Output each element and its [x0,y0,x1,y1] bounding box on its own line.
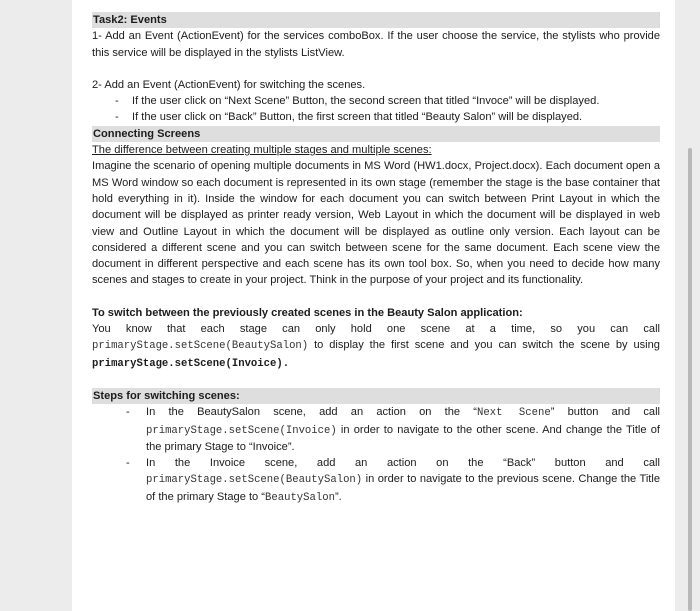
switch-text-1: You know that each stage can only hold one scene at a time, so you can call [92,323,660,336]
spacer [92,372,660,388]
step1-text-2: ” button and call [550,406,661,419]
switch-scenes-paragraph [92,321,660,372]
connecting-paragraph: Imagine the scenario of opening multiple documents in MS Word (HW1.docx, Project.docx). Each document open a MS Word window so each document is represented in its own stage (remember the stage is the base container that hold everything in it). Inside the window for each document you can switch between Print Layout in which the document will be displayed as printer ready version, Web Layout in which the document will be displayed in web view and Outline Layout in which the document will be displayed as outline only version. Each layout can be considered a different scene and you can switch between scene for the same document. Each scene view the document in different perspective and each scene has its own tool box. So, when you need to decide how many scenes and stages to create in your project. Think in the purpose of your project and its functionality. [92,160,660,287]
connecting-screens-title: Connecting Screens [92,126,660,142]
step2-text-4: ”. [334,490,342,503]
step1-text-3: in order to navigate to the other scene. And change the Title of the primary Stage to “Invoice”. [146,423,660,453]
step2-text-3: in order to navigate to the previous scene. Change the Title of the primary Stage to “ [146,473,661,503]
dash-bullet: - [115,111,119,124]
steps-list [92,404,660,506]
task2-item-1: 1- Add an Event (ActionEvent) for the services comboBox. If the user choose the service, the stylists who provide this service will be displayed in the stylists ListView. [92,30,660,59]
step2-text-2: ” button and call [531,457,660,470]
code-next-scene: Next Scene [477,407,551,420]
document-page [72,0,675,611]
dash-bullet: - [126,406,130,419]
bullet-text: If the user click on “Next Scene” Button, the second screen that titled “Invoce” will be displayed. [132,95,600,108]
code-beautysalon: BeautySalon [265,491,335,504]
step1-text-1: In the BeautySalon scene, add an action on the “ [146,406,477,419]
step2-code-back: Back [506,457,532,470]
code-set-scene-invoice: primaryStage.setScene(Invoice) [146,424,337,437]
vertical-scrollbar[interactable] [688,148,692,611]
dash-bullet: - [126,457,130,470]
switch-text-2: to display the first scene and you can switch the scene by using [314,339,660,352]
task2-title: Task2: Events [92,12,660,28]
step2-text-1: In the Invoice scene, add an action on the “ [146,457,507,470]
code-set-scene-beautysalon: primaryStage.setScene(BeautySalon) [146,474,363,487]
task2-item-2: 2- Add an Event (ActionEvent) for switching the scenes. [92,78,366,91]
dash-bullet: - [115,95,119,108]
bullet-text: If the user click on “Back” Button, the first screen that titled “Beauty Salon” will be displayed. [132,111,583,124]
spacer [92,61,660,77]
document-content [92,12,660,506]
connecting-subtitle: The difference between creating multiple stages and multiple scenes: [92,144,432,157]
code-set-scene-invoice: primaryStage.setScene(Invoice). [92,357,290,370]
list-item [92,93,660,109]
code-set-scene-beautysalon: primaryStage.setScene(BeautySalon) [92,340,309,353]
steps-title: Steps for switching scenes: [92,388,660,404]
task2-bullet-list [92,93,660,126]
list-item [92,109,660,125]
list-item [92,455,660,506]
switch-scenes-title: To switch between the previously created scenes in the Beauty Salon application: [92,306,523,319]
spacer [92,289,660,305]
list-item [92,404,660,455]
